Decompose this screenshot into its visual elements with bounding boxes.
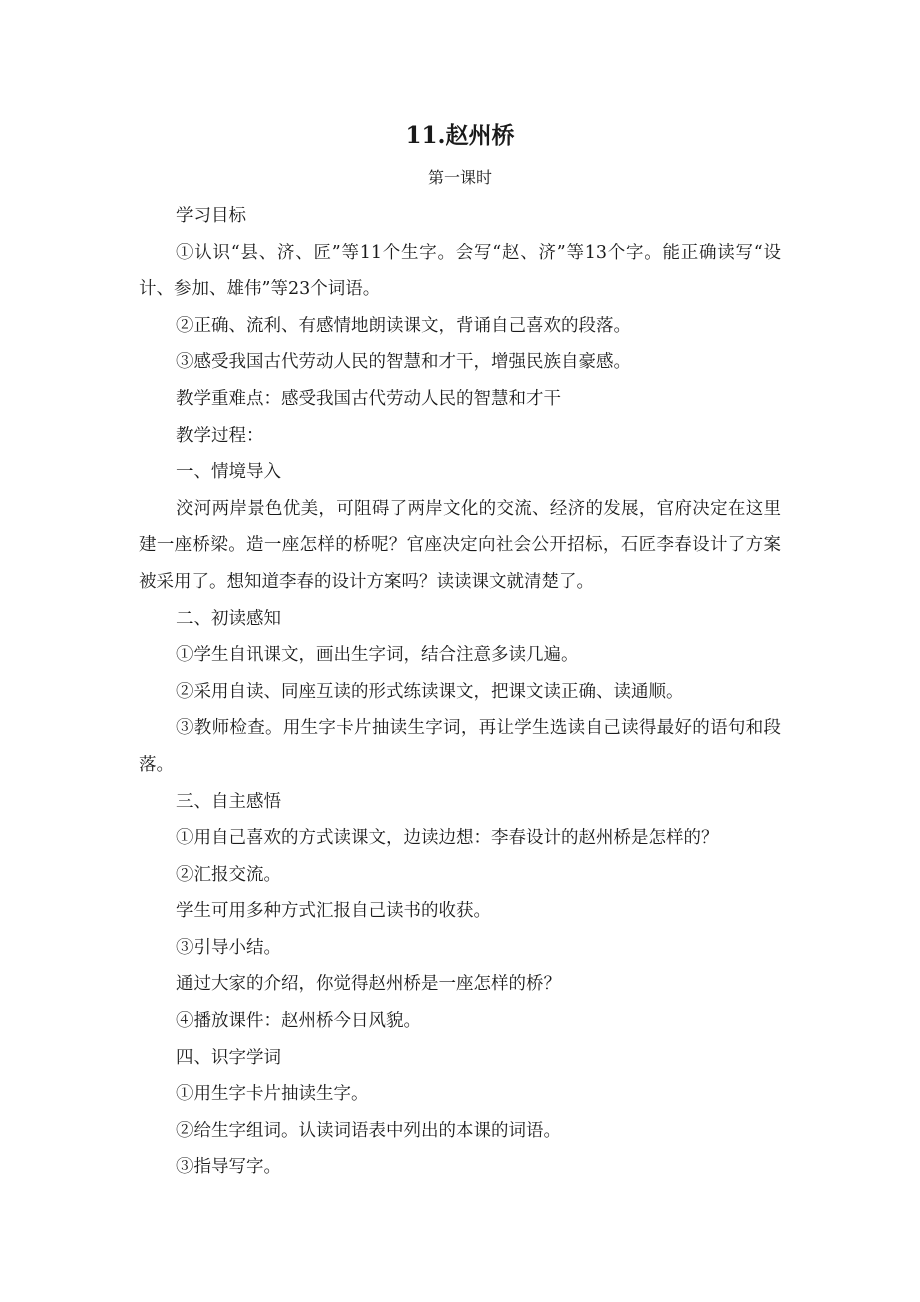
step-heading-1: 一、情境导入 xyxy=(176,462,281,483)
step-heading-3: 三、自主感悟 xyxy=(176,791,281,812)
step-3-item-4: ④播放课件：赵州桥今日风貌。 xyxy=(176,1011,421,1032)
step-heading-4: 四、识字学词 xyxy=(176,1047,281,1068)
step-3-item-1: ①用自己喜欢的方式读课文，边读边想：李春设计的赵州桥是怎样的？ xyxy=(176,828,719,849)
step-4-item-3: ③指导写字。 xyxy=(176,1157,281,1178)
document-subtitle: 第一课时 xyxy=(427,168,492,187)
objective-item-1: ①认识“县、济、匠”等11个生字。会写“赵、济”等13个字。能正确读写“设计、参加、雄伟”等23个词语。 xyxy=(139,242,781,300)
step-3-question: 通过大家的介绍，你觉得赵州桥是一座怎样的桥？ xyxy=(176,974,561,995)
step-2-item-1: ①学生自讯课文，画出生字词，结合注意多读几遍。 xyxy=(176,645,579,666)
step-2-item-2: ②采用自读、同座互读的形式练读课文，把课文读正确、读通顺。 xyxy=(176,681,684,702)
objective-item-3: ③感受我国古代劳动人民的智慧和才干，增强民族自豪感。 xyxy=(176,352,631,373)
step-3-note: 学生可用多种方式汇报自己读书的收获。 xyxy=(176,901,491,922)
document-title: 11.赵州桥 xyxy=(405,122,515,149)
step-4-item-2: ②给生字组词。认读词语表中列出的本课的词语。 xyxy=(176,1120,561,1141)
step-1-paragraph: 洨河两岸景色优美，可阻碍了两岸文化的交流、经济的发展，官府决定在这里建一座桥梁。造一座怎样的桥呢？官座决定向社会公开招标，石匠李春设计了方案被采用了。想知道李春的设计方案吗？读读课文就清楚了。 xyxy=(139,498,781,592)
section-heading-objectives: 学习目标 xyxy=(176,206,246,226)
step-2-item-3: ③教师检查。用生字卡片抽读生字词，再让学生选读自己读得最好的语句和段落。 xyxy=(139,718,781,775)
document-body xyxy=(139,198,781,1186)
objective-item-2: ②正确、流利、有感情地朗读课文，背诵自己喜欢的段落。 xyxy=(176,315,631,336)
step-4-item-1: ①用生字卡片抽读生字。 xyxy=(176,1084,369,1105)
step-3-item-3: ③引导小结。 xyxy=(176,937,281,958)
step-heading-2: 二、初读感知 xyxy=(176,608,281,629)
step-3-item-2: ②汇报交流。 xyxy=(176,864,281,885)
section-heading-process: 教学过程： xyxy=(176,425,264,446)
key-difficulty: 教学重难点：感受我国古代劳动人民的智慧和才干 xyxy=(176,388,561,409)
